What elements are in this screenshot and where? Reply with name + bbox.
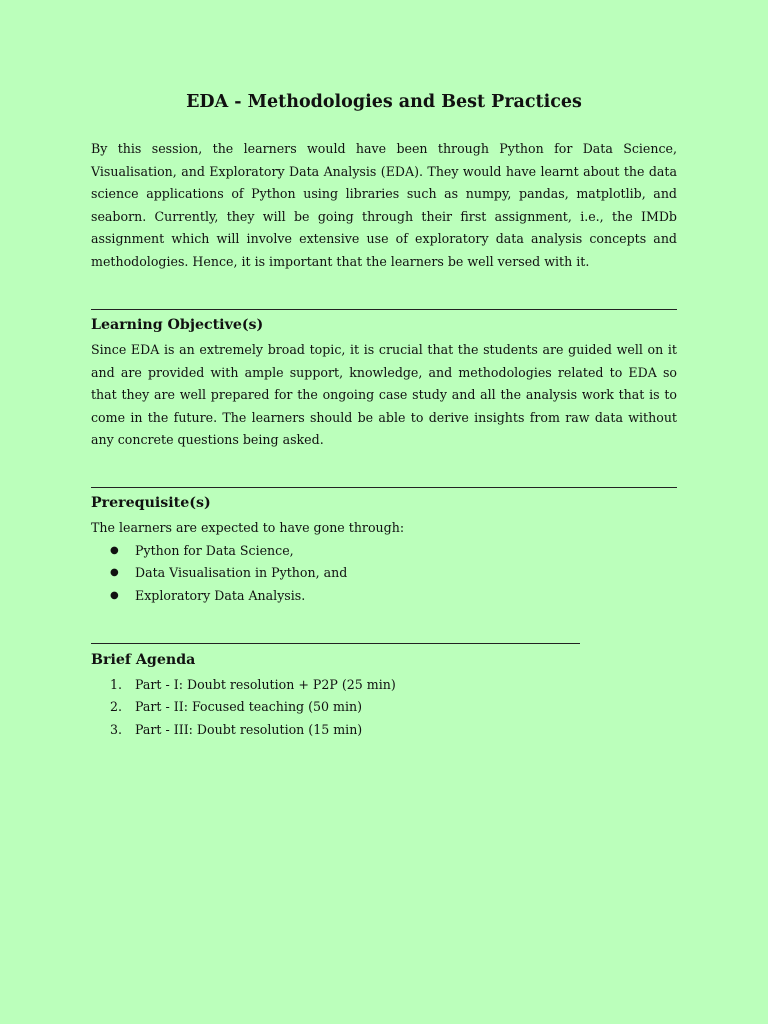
- bullet-icon: ●: [110, 567, 119, 579]
- prerequisites-list: [110, 540, 347, 607]
- intro-paragraph: By this session, the learners would have been through Python for Data Science, Visualisation, and Exploratory Data Analysis (EDA). They would have learnt about the data science applications of Python using libraries such as numpy, pandas, matplotlib, and seaborn. Currently, they will be going through their first assignment, i.e., the IMDb assignment which will involve extensive use of exploratory data analysis concepts and methodologies. Hence, it is important that the learners be well versed with it.: [91, 141, 677, 269]
- learning-objectives-heading: Learning Objective(s): [91, 317, 264, 333]
- section-divider: [91, 309, 677, 310]
- list-item: [110, 696, 396, 718]
- list-item-number: 1.: [110, 677, 123, 692]
- prerequisites-heading: Prerequisite(s): [91, 495, 211, 511]
- list-item: [110, 719, 396, 741]
- bullet-icon: ●: [110, 589, 119, 601]
- intro-section: [91, 138, 677, 273]
- section-divider: [91, 487, 677, 488]
- prerequisites-intro: The learners are expected to have gone through:: [91, 520, 405, 535]
- learning-objectives-section: [91, 339, 677, 452]
- agenda-list: [110, 674, 396, 741]
- document-title: EDA - Methodologies and Best Practices: [186, 92, 582, 112]
- list-item-text: Part - III: Doubt resolution (15 min): [135, 721, 363, 737]
- agenda-heading: Brief Agenda: [91, 652, 196, 668]
- list-item: [110, 674, 396, 696]
- list-item-text: Exploratory Data Analysis.: [135, 587, 306, 603]
- bullet-icon: ●: [110, 545, 119, 556]
- list-item: [110, 585, 347, 607]
- list-item-number: 2.: [110, 699, 123, 715]
- list-item-text: Data Visualisation in Python, and: [135, 565, 348, 581]
- list-item: [110, 540, 347, 562]
- list-item: [110, 562, 347, 584]
- section-divider: [91, 643, 580, 644]
- list-item-text: Part - II: Focused teaching (50 min): [135, 699, 363, 715]
- learning-objectives-paragraph: Since EDA is an extremely broad topic, it is crucial that the students are guided well on it and are provided with ample support, knowledge, and methodologies related to EDA so that they are well prepared for the ongoing case study and all the analysis work that is to come in the future. The learners should be able to derive insights from raw data without any concrete questions being asked.: [91, 342, 677, 447]
- list-item-number: 3.: [110, 721, 123, 737]
- prerequisites-intro-block: [91, 517, 677, 540]
- list-item-text: Python for Data Science,: [135, 543, 294, 558]
- list-item-text: Part - I: Doubt resolution + P2P (25 min): [135, 677, 396, 692]
